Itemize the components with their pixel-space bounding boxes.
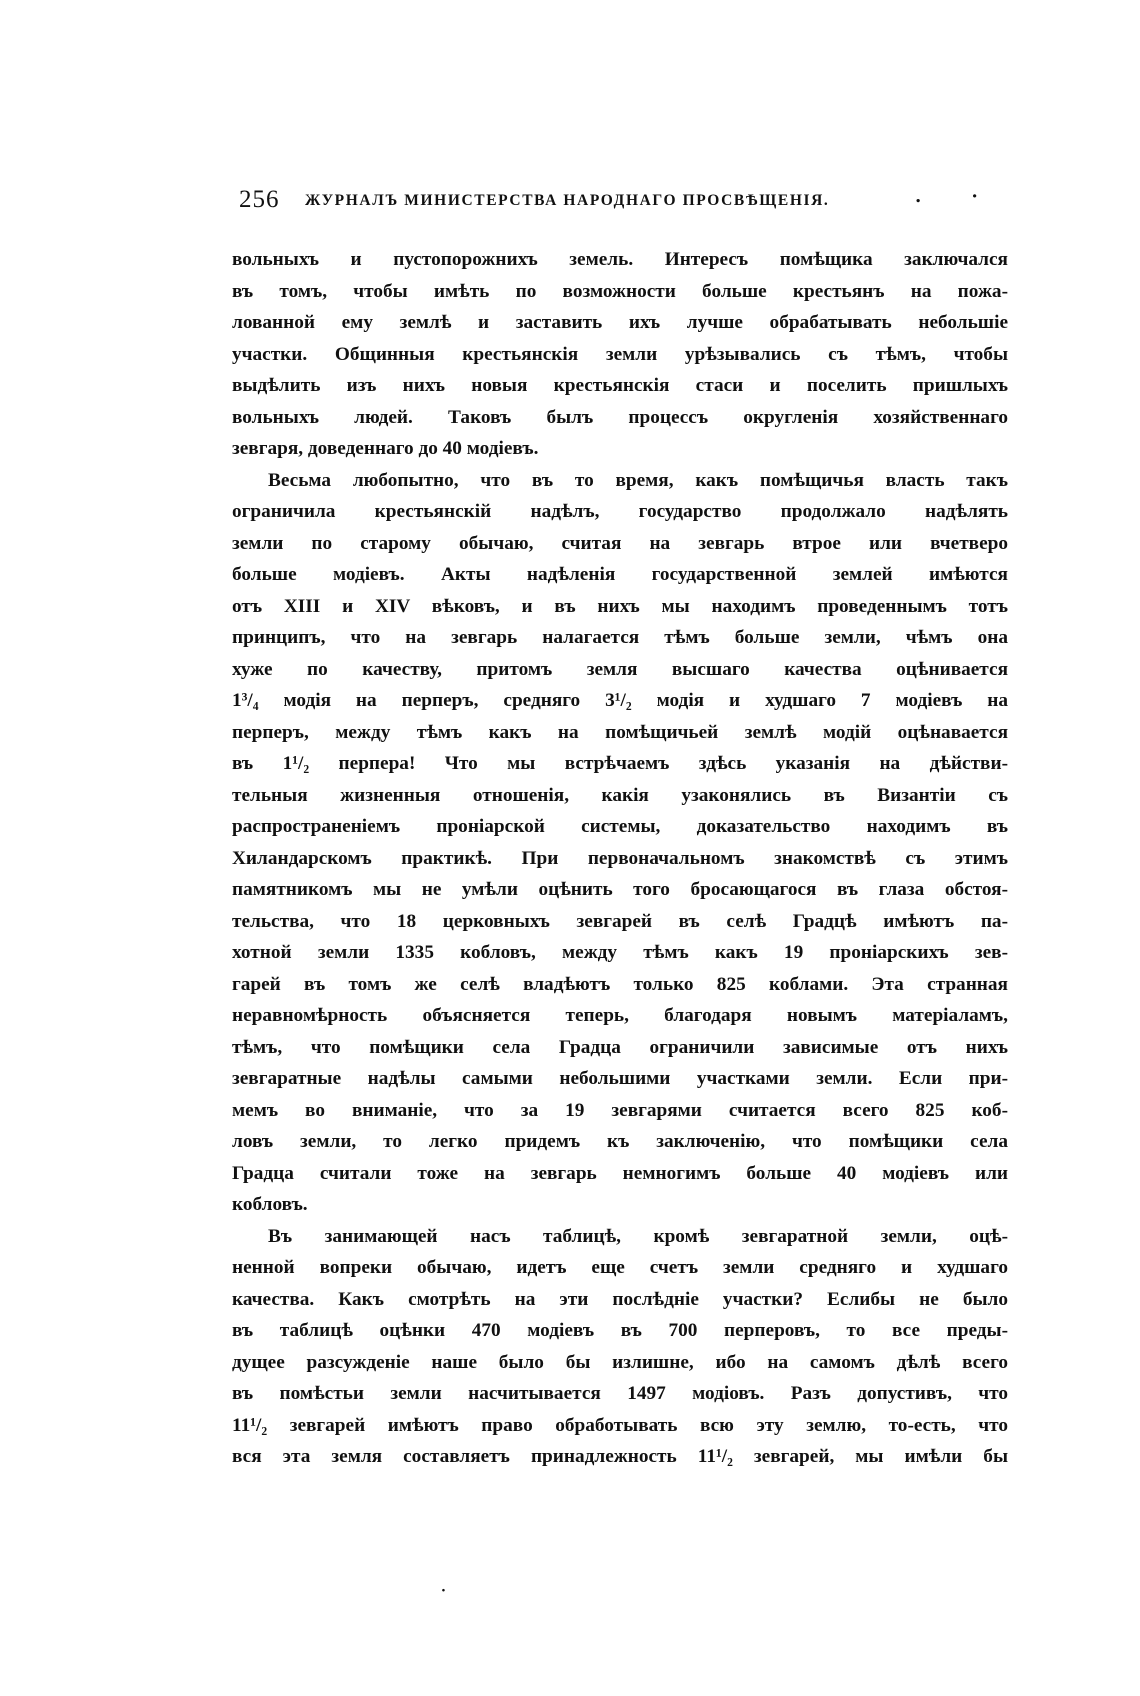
text-line: вольныхъ людей. Таковъ былъ процессъ округленія хозяйственнаго: [232, 406, 1008, 428]
text-line: лованной ему землѣ и заставить ихъ лучше обрабатывать небольшіе: [232, 312, 1008, 333]
text-line: тельныя жизненныя отношенія, какія узаконялись въ Византіи съ: [232, 784, 1008, 806]
text-line: зевгаратные надѣлы самыми небольшими участками земли. Если при-: [232, 1068, 1008, 1089]
text-line: хуже по качеству, притомъ земля высшаго качества оцѣнивается: [232, 658, 1008, 680]
text-line: перперъ, между тѣмъ какъ на помѣщичьей землѣ модій оцѣнавается: [232, 721, 1008, 743]
footer-mark: ·: [441, 1583, 446, 1599]
text-line: тѣмъ, что помѣщики села Градца ограничили зависимые отъ нихъ: [232, 1036, 1008, 1058]
text-line: качества. Какъ смотрѣть на эти послѣдніе участки? Еслибы не было: [232, 1288, 1008, 1310]
text-line: больше модіевъ. Акты надѣленія государственной землей имѣются: [232, 564, 1008, 585]
text-line: памятникомъ мы не умѣли оцѣнить того бросающагося въ глаза обстоя-: [232, 879, 1008, 900]
text-line: Хиландарскомъ практикѣ. При первоначальномъ знакомствѣ съ этимъ: [232, 847, 1008, 869]
text-line: вольныхъ и пустопорожнихъ земель. Интересъ помѣщика заключался: [232, 249, 1008, 270]
text-line: ловъ земли, то легко придемъ къ заключенію, что помѣщики села: [232, 1131, 1008, 1152]
text-line: ограничила крестьянскій надѣлъ, государство продолжало надѣлять: [232, 501, 1008, 522]
body-text: [232, 244, 1008, 1473]
text-line: ненной вопреки обычаю, идетъ еще счетъ земли средняго и худшаго: [232, 1257, 1008, 1278]
running-title: ЖУРНАЛЪ МИНИСТЕРСТВА НАРОДНАГО ПРОСВѢЩЕНІЯ.: [305, 192, 830, 209]
text-line: распространеніемъ проніарской системы, доказательство находимъ въ: [232, 816, 1008, 837]
text-line: неравномѣрность объясняется теперь, благодаря новымъ матеріаламъ,: [232, 1005, 1008, 1026]
paragraph-start-line: Въ занимающей насъ таблицѣ, кромѣ зевгаратной земли, оцѣ-: [268, 1225, 1008, 1247]
text-line: гарей въ томъ же селѣ владѣютъ только 825 коблами. Эта странная: [232, 973, 1008, 995]
text-line: въ таблицѣ оцѣнки 470 модіевъ въ 700 перперовъ, то все преды-: [232, 1320, 1008, 1341]
text-line: кобловъ.: [232, 1194, 308, 1215]
text-line: въ помѣстьи земли насчитывается 1497 модіовъ. Разъ допустивъ, что: [232, 1383, 1008, 1404]
text-line: тельства, что 18 церковныхъ зевгарей въ селѣ Градцѣ имѣютъ па-: [232, 910, 1008, 932]
text-line: 1³/₄ модія на перперъ, средняго 3¹/₂ модія и худшаго 7 модіевъ на: [232, 690, 1008, 711]
text-line: въ 1¹/₂ перпера! Что мы встрѣчаемъ здѣсь указанія на дѣйстви-: [232, 753, 1008, 774]
paragraph-start-line: Весьма любопытно, что въ то время, какъ помѣщичья власть такъ: [268, 469, 1008, 491]
text-line: мемъ во вниманіе, что за 19 зевгарями считается всего 825 коб-: [232, 1099, 1008, 1121]
text-line: выдѣлить изъ нихъ новыя крестьянскія стаси и поселить пришлыхъ: [232, 375, 1008, 396]
text-line: 11¹/₂ зевгарей имѣютъ право обработывать всю эту землю, то-есть, что: [232, 1414, 1008, 1436]
page-number: 256: [239, 186, 280, 213]
text-line: участки. Общинныя крестьянскія земли урѣзывались съ тѣмъ, чтобы: [232, 343, 1008, 365]
text-line: дущее разсужденіе наше было бы излишне, ибо на самомъ дѣлѣ всего: [232, 1351, 1008, 1373]
text-line: земли по старому обычаю, считая на зевгарь втрое или вчетверо: [232, 532, 1008, 554]
header-ornament: . ·: [915, 186, 1000, 207]
text-line: отъ XIII и XIV вѣковъ, и въ нихъ мы находимъ проведеннымъ тотъ: [232, 595, 1008, 617]
text-line: принципъ, что на зевгарь налагается тѣмъ больше земли, чѣмъ она: [232, 627, 1008, 648]
page-header: [239, 186, 1009, 216]
text-line: Градца считали тоже на зевгарь немногимъ больше 40 модіевъ или: [232, 1162, 1008, 1184]
text-line: зевгаря, доведеннаго до 40 модіевъ.: [232, 438, 539, 459]
text-line: въ томъ, чтобы имѣть по возможности больше крестьянъ на пожа-: [232, 280, 1008, 302]
text-line: вся эта земля составляетъ принадлежность 11¹/₂ зевгарей, мы имѣли бы: [232, 1446, 1008, 1467]
text-line: хотной земли 1335 кобловъ, между тѣмъ какъ 19 проніарскихъ зев-: [232, 942, 1008, 963]
